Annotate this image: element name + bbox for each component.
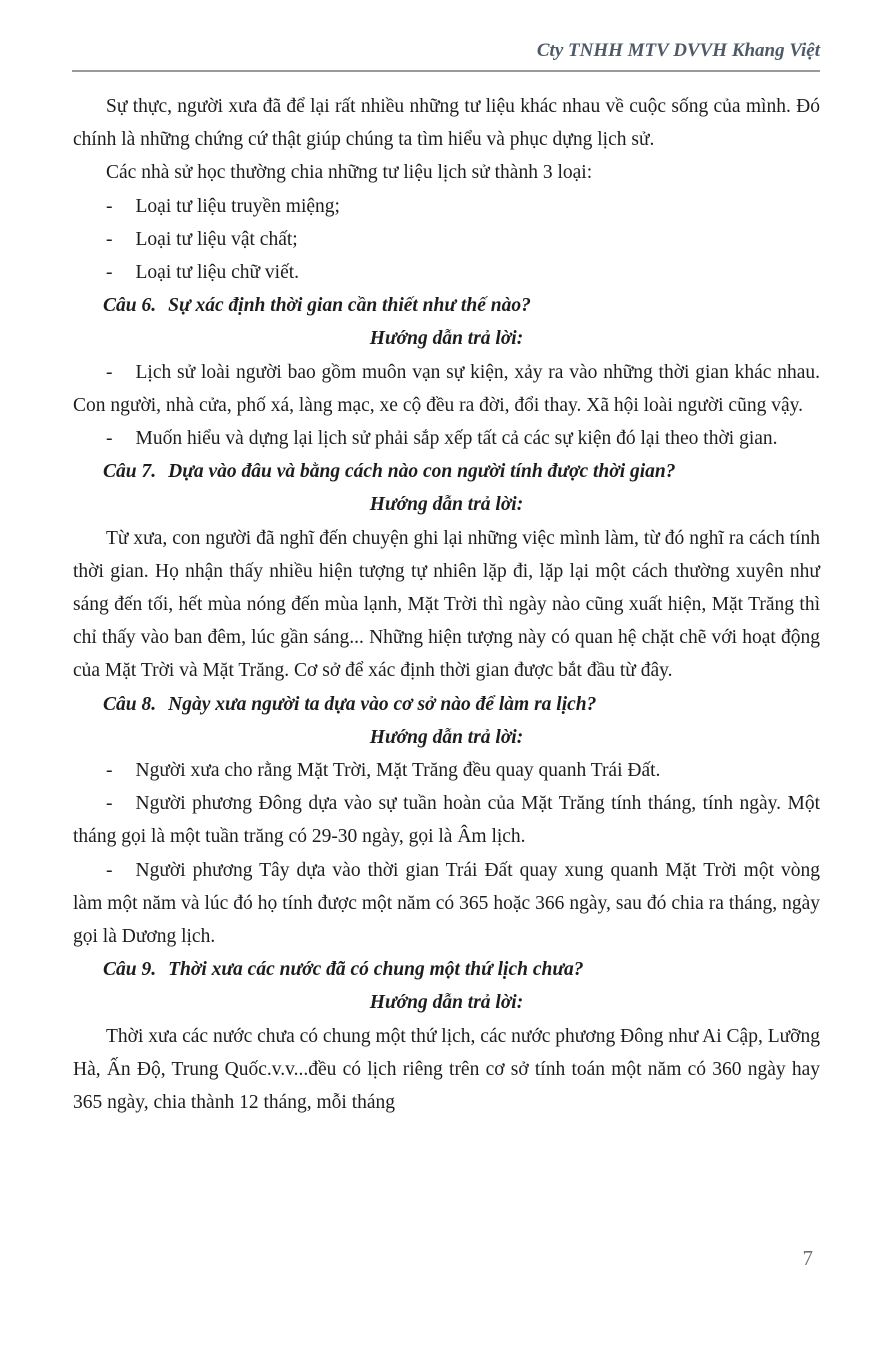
answer-heading: Hướng dẫn trả lời: [369, 328, 524, 350]
question-text: Sự xác định thời gian cần thiết như thế nào? [168, 295, 531, 317]
question-number: Câu 6. [103, 295, 157, 317]
paragraph: Thời xưa các nước chưa có chung một thứ lịch, các nước phương Đông như Ai Cập, Lưỡng Hà, Ấn Độ, Trung Quốc.v.v...đều có lịch riêng trên cơ sở tính toán một năm có 360 ngày hay 365 ngày, chia thành 12 tháng, mỗi tháng [73, 1025, 820, 1114]
list-item-text: Lịch sử loài người bao gồm muôn vạn sự kiện, xảy ra vào những thời gian khác nhau. Con người, nhà cửa, phố xá, làng mạc, xe cộ đều ra đời, đổi thay. Xã hội loài người cũng vậy. [73, 361, 820, 416]
list-item [73, 787, 820, 853]
list-item [73, 223, 820, 256]
list-item [73, 754, 820, 787]
list-item-text: Loại tư liệu truyền miệng; [135, 195, 340, 217]
question-heading [73, 688, 820, 721]
list-item-text: Loại tư liệu chữ viết. [135, 262, 300, 284]
list-item-text: Người phương Tây dựa vào thời gian Trái Đất quay xung quanh Mặt Trời một vòng làm một năm và lúc đó họ tính được một năm có 365 hoặc 366 ngày, sau đó chia ra tháng, ngày gọi là Dương lịch. [73, 859, 820, 948]
question-text: Dựa vào đâu và bằng cách nào con người tính được thời gian? [168, 461, 676, 483]
dash-marker: - [106, 262, 113, 284]
list-item [73, 854, 820, 954]
question-number: Câu 8. [103, 693, 157, 715]
question-heading [73, 455, 820, 488]
dash-marker: - [106, 793, 113, 815]
paragraph: Các nhà sử học thường chia những tư liệu lịch sử thành 3 loại: [106, 162, 593, 184]
list-item-text: Người phương Đông dựa vào sự tuần hoàn của Mặt Trăng tính tháng, tính ngày. Một tháng gọi là một tuần trăng có 29-30 ngày, gọi là Âm lịch. [73, 793, 820, 848]
document-body [73, 90, 820, 1119]
question-number: Câu 9. [103, 959, 157, 981]
dash-marker: - [106, 428, 113, 450]
question-number: Câu 7. [103, 461, 157, 483]
list-item-text: Loại tư liệu vật chất; [135, 228, 298, 250]
header-rule [72, 70, 820, 72]
list-item-text: Người xưa cho rằng Mặt Trời, Mặt Trăng đều quay quanh Trái Đất. [135, 760, 661, 782]
page-header-text: Cty TNHH MTV DVVH Khang Việt [536, 40, 820, 61]
dash-marker: - [106, 228, 113, 250]
answer-heading: Hướng dẫn trả lời: [369, 494, 524, 516]
answer-heading: Hướng dẫn trả lời: [369, 992, 524, 1014]
list-item-text: Muốn hiểu và dựng lại lịch sử phải sắp xếp tất cả các sự kiện đó lại theo thời gian. [135, 428, 778, 450]
list-item [73, 422, 820, 455]
paragraph: Sự thực, người xưa đã để lại rất nhiều những tư liệu khác nhau về cuộc sống của mình. Đó chính là những chứng cứ thật giúp chúng ta tìm hiểu và phục dựng lịch sử. [73, 96, 820, 151]
paragraph: Từ xưa, con người đã nghĩ đến chuyện ghi lại những việc mình làm, từ đó nghĩ ra cách tính thời gian. Họ nhận thấy nhiều hiện tượng tự nhiên lặp đi, lặp lại một cách thường xuyên như sáng đến tối, hết mùa nóng đến mùa lạnh, Mặt Trời thì ngày nào cũng xuất hiện, Mặt Trăng thì chỉ thấy vào ban đêm, lúc gần sáng... Những hiện tượng này có quan hệ chặt chẽ với hoạt động của Mặt Trời và Mặt Trăng. Cơ sở để xác định thời gian được bắt đầu từ đây. [73, 527, 820, 682]
dash-marker: - [106, 859, 113, 881]
question-text: Ngày xưa người ta dựa vào cơ sở nào để làm ra lịch? [168, 693, 597, 715]
page-number: 7 [802, 1246, 813, 1270]
question-text: Thời xưa các nước đã có chung một thứ lịch chưa? [168, 959, 584, 981]
answer-heading: Hướng dẫn trả lời: [369, 726, 524, 748]
dash-marker: - [106, 760, 113, 782]
question-heading [73, 289, 820, 322]
dash-marker: - [106, 195, 113, 217]
list-item [73, 256, 820, 289]
question-heading [73, 953, 820, 986]
dash-marker: - [106, 361, 113, 383]
list-item [73, 190, 820, 223]
list-item [73, 356, 820, 422]
